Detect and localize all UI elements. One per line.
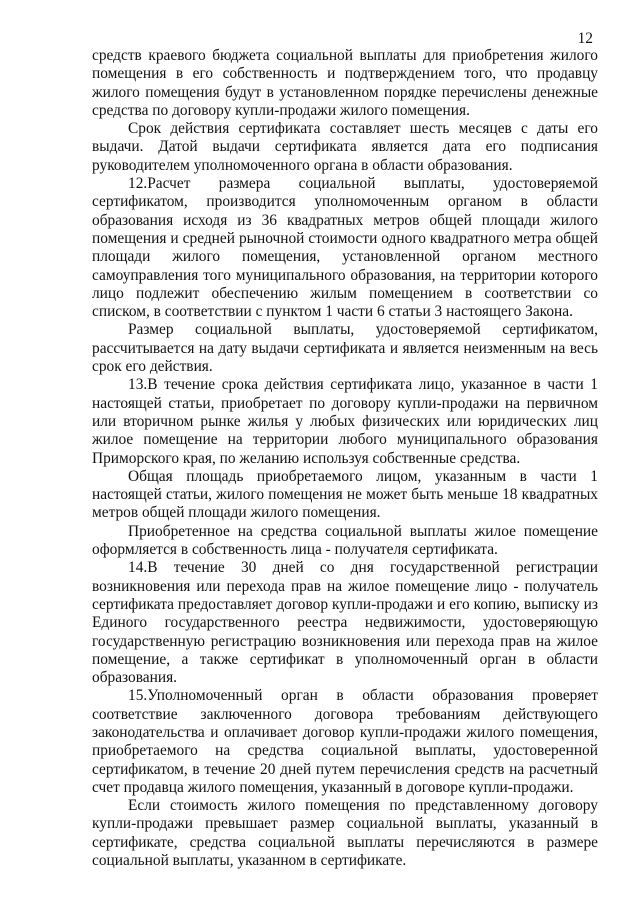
document-body — [92, 47, 598, 870]
paragraph-total-area: Общая площадь приобретаемого лицом, указанным в части 1 настоящей статьи, жилого помещения не может быть меньше 18 квадратных метров общей площади жилого помещения. — [92, 467, 598, 522]
paragraph-item-14: 14.В течение 30 дней со дня государственной регистрации возникновения или перехода прав на жилое помещение лицо - получатель сертификата предоставляет договор купли-продажи и его копию, выписку из Единого государственного реестра недвижимости, удостоверяющую государственную регистрацию возникновения или перехода прав на жилое помещение, а также сертификат в уполномоченный орган в области образования. — [92, 559, 598, 687]
paragraph-certificate-validity: Срок действия сертификата составляет шесть месяцев с даты его выдачи. Датой выдачи сертификата является дата его подписания руководителем уполномоченного органа в области образования. — [92, 120, 598, 174]
paragraph-payment-amount: Размер социальной выплаты, удостоверяемой сертификатом, рассчитывается на дату выдачи сертификата и является неизменным на весь срок его действия. — [92, 321, 598, 376]
paragraph-item-12: 12.Расчет размера социальной выплаты, удостоверяемой сертификатом, производится уполномоченным органом в области образования исходя из 36 квадратных метров общей площади жилого помещения и средней рыночной стоимости одного квадратного метра общей площади жилого помещения, установленной органом местного самоуправления того муниципального образования, на территории которого лицо подлежит обеспечению жилым помещением в соответствии со списком, в соответствии с пунктом 1 части 6 статьи 3 настоящего Закона. — [92, 175, 598, 321]
page-number: 12 — [577, 30, 593, 47]
paragraph-ownership: Приобретенное на средства социальной выплаты жилое помещение оформляется в собственность лица - получателя сертификата. — [92, 522, 598, 559]
paragraph-continuation: средств краевого бюджета социальной выплаты для приобретения жилого помещения в его собственность и подтверждением того, что продавцу жилого помещения будут в установленном порядке перечислены денежные средства по договору купли-продажи жилого помещения. — [92, 47, 598, 119]
paragraph-cost-exceeds: Если стоимость жилого помещения по представленному договору купли-продажи превышает размер социальной выплаты, указанный в сертификате, средства социальной выплаты перечисляются в размере социальной выплаты, указанном в сертификате. — [92, 797, 598, 870]
paragraph-item-15: 15.Уполномоченный орган в области образования проверяет соответствие заключенного договора требованиям действующего законодательства и оплачивает договор купли-продажи жилого помещения, приобретаемого на средства социальной выплаты, удостоверенной сертификатом, в течение 20 дней путем перечисления средств на расчетный счет продавца жилого помещения, указанный в договоре купли-продажи. — [92, 687, 598, 796]
paragraph-item-13: 13.В течение срока действия сертификата лицо, указанное в части 1 настоящей статьи, приобретает по договору купли-продажи на первичном или вторичном рынке жилья у любых физических или юридических лиц жилое помещение на территории любого муниципального образования Приморского края, по желанию используя собственные средства. — [92, 376, 598, 467]
